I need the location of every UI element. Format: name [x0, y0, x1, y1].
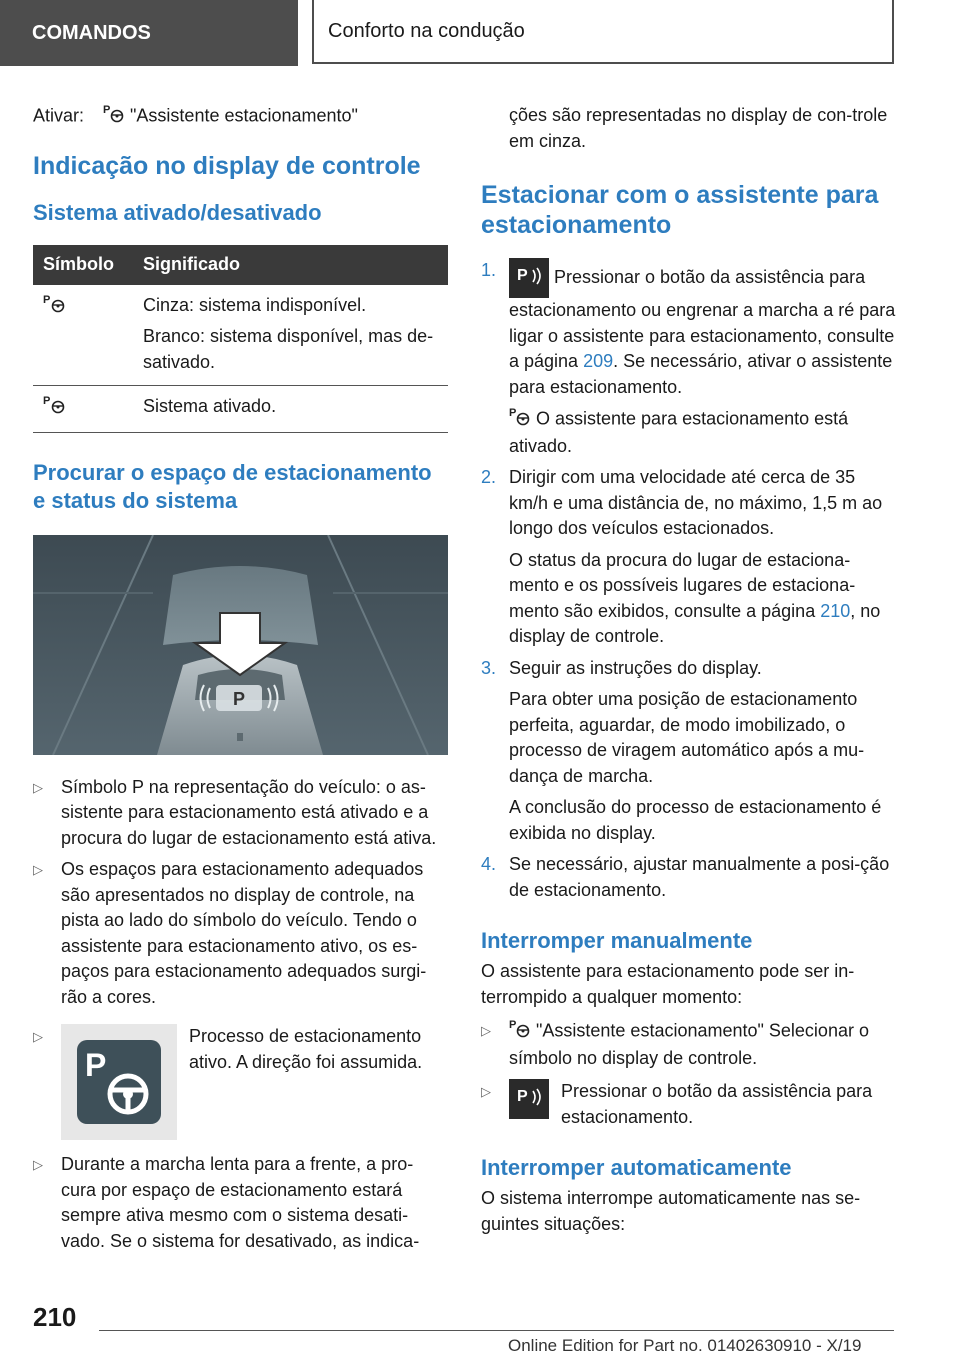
svg-text:P: P: [517, 1088, 528, 1105]
bullet-text: Pressionar o botão da assistência para estacionamento.: [561, 1081, 873, 1127]
auto-text: O sistema interrompe automaticamente nas se-guintes situações:: [481, 1188, 861, 1234]
svg-text:P: P: [103, 104, 111, 116]
step-text: Dirigir com uma velocidade até cerca de 35 km/h e uma distância de, no máximo, 1,5 m ao longo dos veículos estacionados.: [509, 467, 883, 538]
activate-line: [33, 103, 448, 131]
parking-button-icon: [509, 1079, 549, 1119]
step-subtext: Para obter uma posição de estacionamento perfeita, aguardar, de modo imobilizado, o processo de viragem automático após a mu-dança de marcha.: [509, 689, 865, 786]
step-subtext: A conclusão do processo de estacionamento é exibida no display.: [509, 797, 882, 843]
meaning-line: Cinza: sistema indisponível.: [143, 294, 367, 315]
step-body: [509, 258, 897, 459]
edition-text: Online Edition for Part no. 01402630910 - X/19: [508, 1336, 862, 1355]
chapter-tab: Conforto na condução: [312, 0, 894, 64]
page-link-210[interactable]: 210: [820, 600, 851, 621]
step-number: 2.: [481, 467, 497, 487]
bullet-text: Símbolo P na representação do veículo: o as-sistente para estacionamento está ativado e a procura do lugar de estacionamento está ativa.: [61, 776, 437, 848]
bullet-text: Processo de estacionamento ativo. A direção foi assumida.: [189, 1026, 423, 1072]
page-link-209[interactable]: 209: [583, 351, 614, 371]
parking-assistant-icon: [509, 1018, 531, 1046]
list-item: [33, 857, 448, 1010]
parking-assistant-on-icon: [43, 395, 67, 418]
table-header-row: [33, 245, 448, 285]
table-header-meaning: Significado: [133, 245, 448, 285]
list-item: [33, 1152, 448, 1254]
footer-divider: [99, 1330, 894, 1331]
step-3: [481, 656, 897, 847]
step-number: 4.: [481, 854, 497, 874]
step-subtext: [509, 548, 897, 650]
step-1: [481, 258, 897, 459]
heading-park: Estacionar com o assistente para estacionamento: [481, 181, 879, 239]
steering-parking-icon: [61, 1024, 177, 1140]
table-cell-meaning: [133, 285, 448, 386]
bullet-text: Durante a marcha lenta para a frente, a pro-cura por espaço de estacionamento estará sempre ativa mesmo com o sistema desati-vado. Se o sistema for desativado, as indica-: [61, 1154, 420, 1251]
bullet-text: Os espaços para estacionamento adequados são apresentados no display de controle, na pista ao lado do símbolo do veículo. Tendo o assistente para estacionamento ativo, os es-paços para estacionamento adequados surgi-rão a cores.: [61, 859, 427, 1007]
step-body: [509, 852, 897, 903]
list-item: [33, 1024, 448, 1140]
table-row: [33, 285, 448, 386]
parking-assistant-on-icon: [509, 406, 531, 434]
continuation-text: ções são representadas no display de con-trole em cinza.: [509, 105, 888, 151]
bullet-text: [509, 1018, 897, 1071]
step-text: Seguir as instruções do display.: [509, 657, 762, 678]
table-cell-meaning: [133, 386, 448, 433]
step-number: 1.: [481, 260, 497, 280]
left-column: [33, 100, 448, 1254]
svg-text:P: P: [43, 293, 51, 306]
parking-assistant-off-icon: [43, 293, 67, 317]
step-body: [509, 656, 897, 847]
triangle-bullet-icon: ▷: [33, 862, 43, 877]
section-tab: COMANDOS: [0, 0, 298, 66]
bullet-body: [509, 1079, 897, 1130]
svg-text:P: P: [509, 1019, 517, 1031]
step-text-a: Pressionar o botão da assistência para estacionamento ou engrenar a marcha a ré para ligar o assistente para estacionamento, consulte a página: [509, 266, 896, 371]
svg-text:P: P: [517, 267, 528, 284]
table-header-symbol: Símbolo: [33, 245, 133, 285]
heading-system: Sistema ativado/desativado: [33, 199, 322, 225]
heading-search: Procurar o espaço de estacionamento e status do sistema: [33, 459, 432, 513]
symbol-table: [33, 245, 448, 433]
right-column-main: [481, 180, 897, 1237]
triangle-bullet-icon: ▷: [33, 1157, 43, 1172]
step-text-b: . Se necessário, ativar o assistente para estacionamento.: [509, 351, 893, 397]
right-column: [481, 100, 897, 154]
activate-prefix: Ativar:: [33, 105, 85, 126]
step-text: [509, 258, 897, 400]
step-number: 3.: [481, 657, 497, 678]
parking-button-icon: [509, 258, 549, 298]
step-subtext-text: O assistente para estacionamento está ativado.: [509, 408, 849, 456]
svg-text:P: P: [509, 407, 517, 419]
manual-text: O assistente para estacionamento pode ser in-terrompido a qualquer momento:: [481, 961, 855, 1007]
bullet-text-content: "Assistente estacionamento" Selecionar o símbolo no display de controle.: [509, 1020, 869, 1068]
meaning-line: Sistema ativado.: [143, 396, 277, 416]
triangle-bullet-icon: ▷: [33, 1029, 43, 1044]
step-4: [481, 852, 897, 903]
svg-text:P: P: [233, 688, 246, 709]
step-subtext-a: O status da procura do lugar de estaciona-mento e os possíveis lugares de estaciona-mento são exibidos, consulte a página: [509, 549, 856, 621]
list-item: [481, 1018, 897, 1071]
meaning-line: Branco: sistema disponível, mas de-sativado.: [143, 326, 434, 372]
heading-manual: Interromper manualmente: [481, 928, 753, 953]
step-body: [509, 465, 897, 650]
bullet-body: [61, 1024, 448, 1140]
step-text: Se necessário, ajustar manualmente a posi-ção de estacionamento.: [509, 854, 890, 900]
page-number: 210: [33, 1302, 77, 1332]
triangle-bullet-icon: ▷: [33, 779, 43, 795]
list-item: [481, 1079, 897, 1130]
triangle-bullet-icon: ▷: [481, 1023, 491, 1038]
step-subtext-b: , no display de controle.: [509, 600, 881, 646]
heading-auto: Interromper automaticamente: [481, 1155, 792, 1180]
table-cell-symbol: [33, 386, 133, 433]
table-row: [33, 386, 448, 433]
step-2: [481, 465, 897, 650]
list-item: [33, 775, 448, 852]
heading-display: Indicação no display de controle: [33, 151, 421, 180]
activate-text: "Assistente estacionamento": [125, 105, 358, 126]
display-illustration: [33, 535, 448, 755]
svg-text:P: P: [43, 395, 51, 407]
table-cell-symbol: [33, 285, 133, 386]
page-header: [0, 0, 960, 66]
step-subtext: [509, 406, 897, 459]
svg-text:P: P: [85, 1047, 107, 1083]
parking-assistant-icon: [103, 103, 125, 131]
triangle-bullet-icon: ▷: [481, 1084, 491, 1099]
